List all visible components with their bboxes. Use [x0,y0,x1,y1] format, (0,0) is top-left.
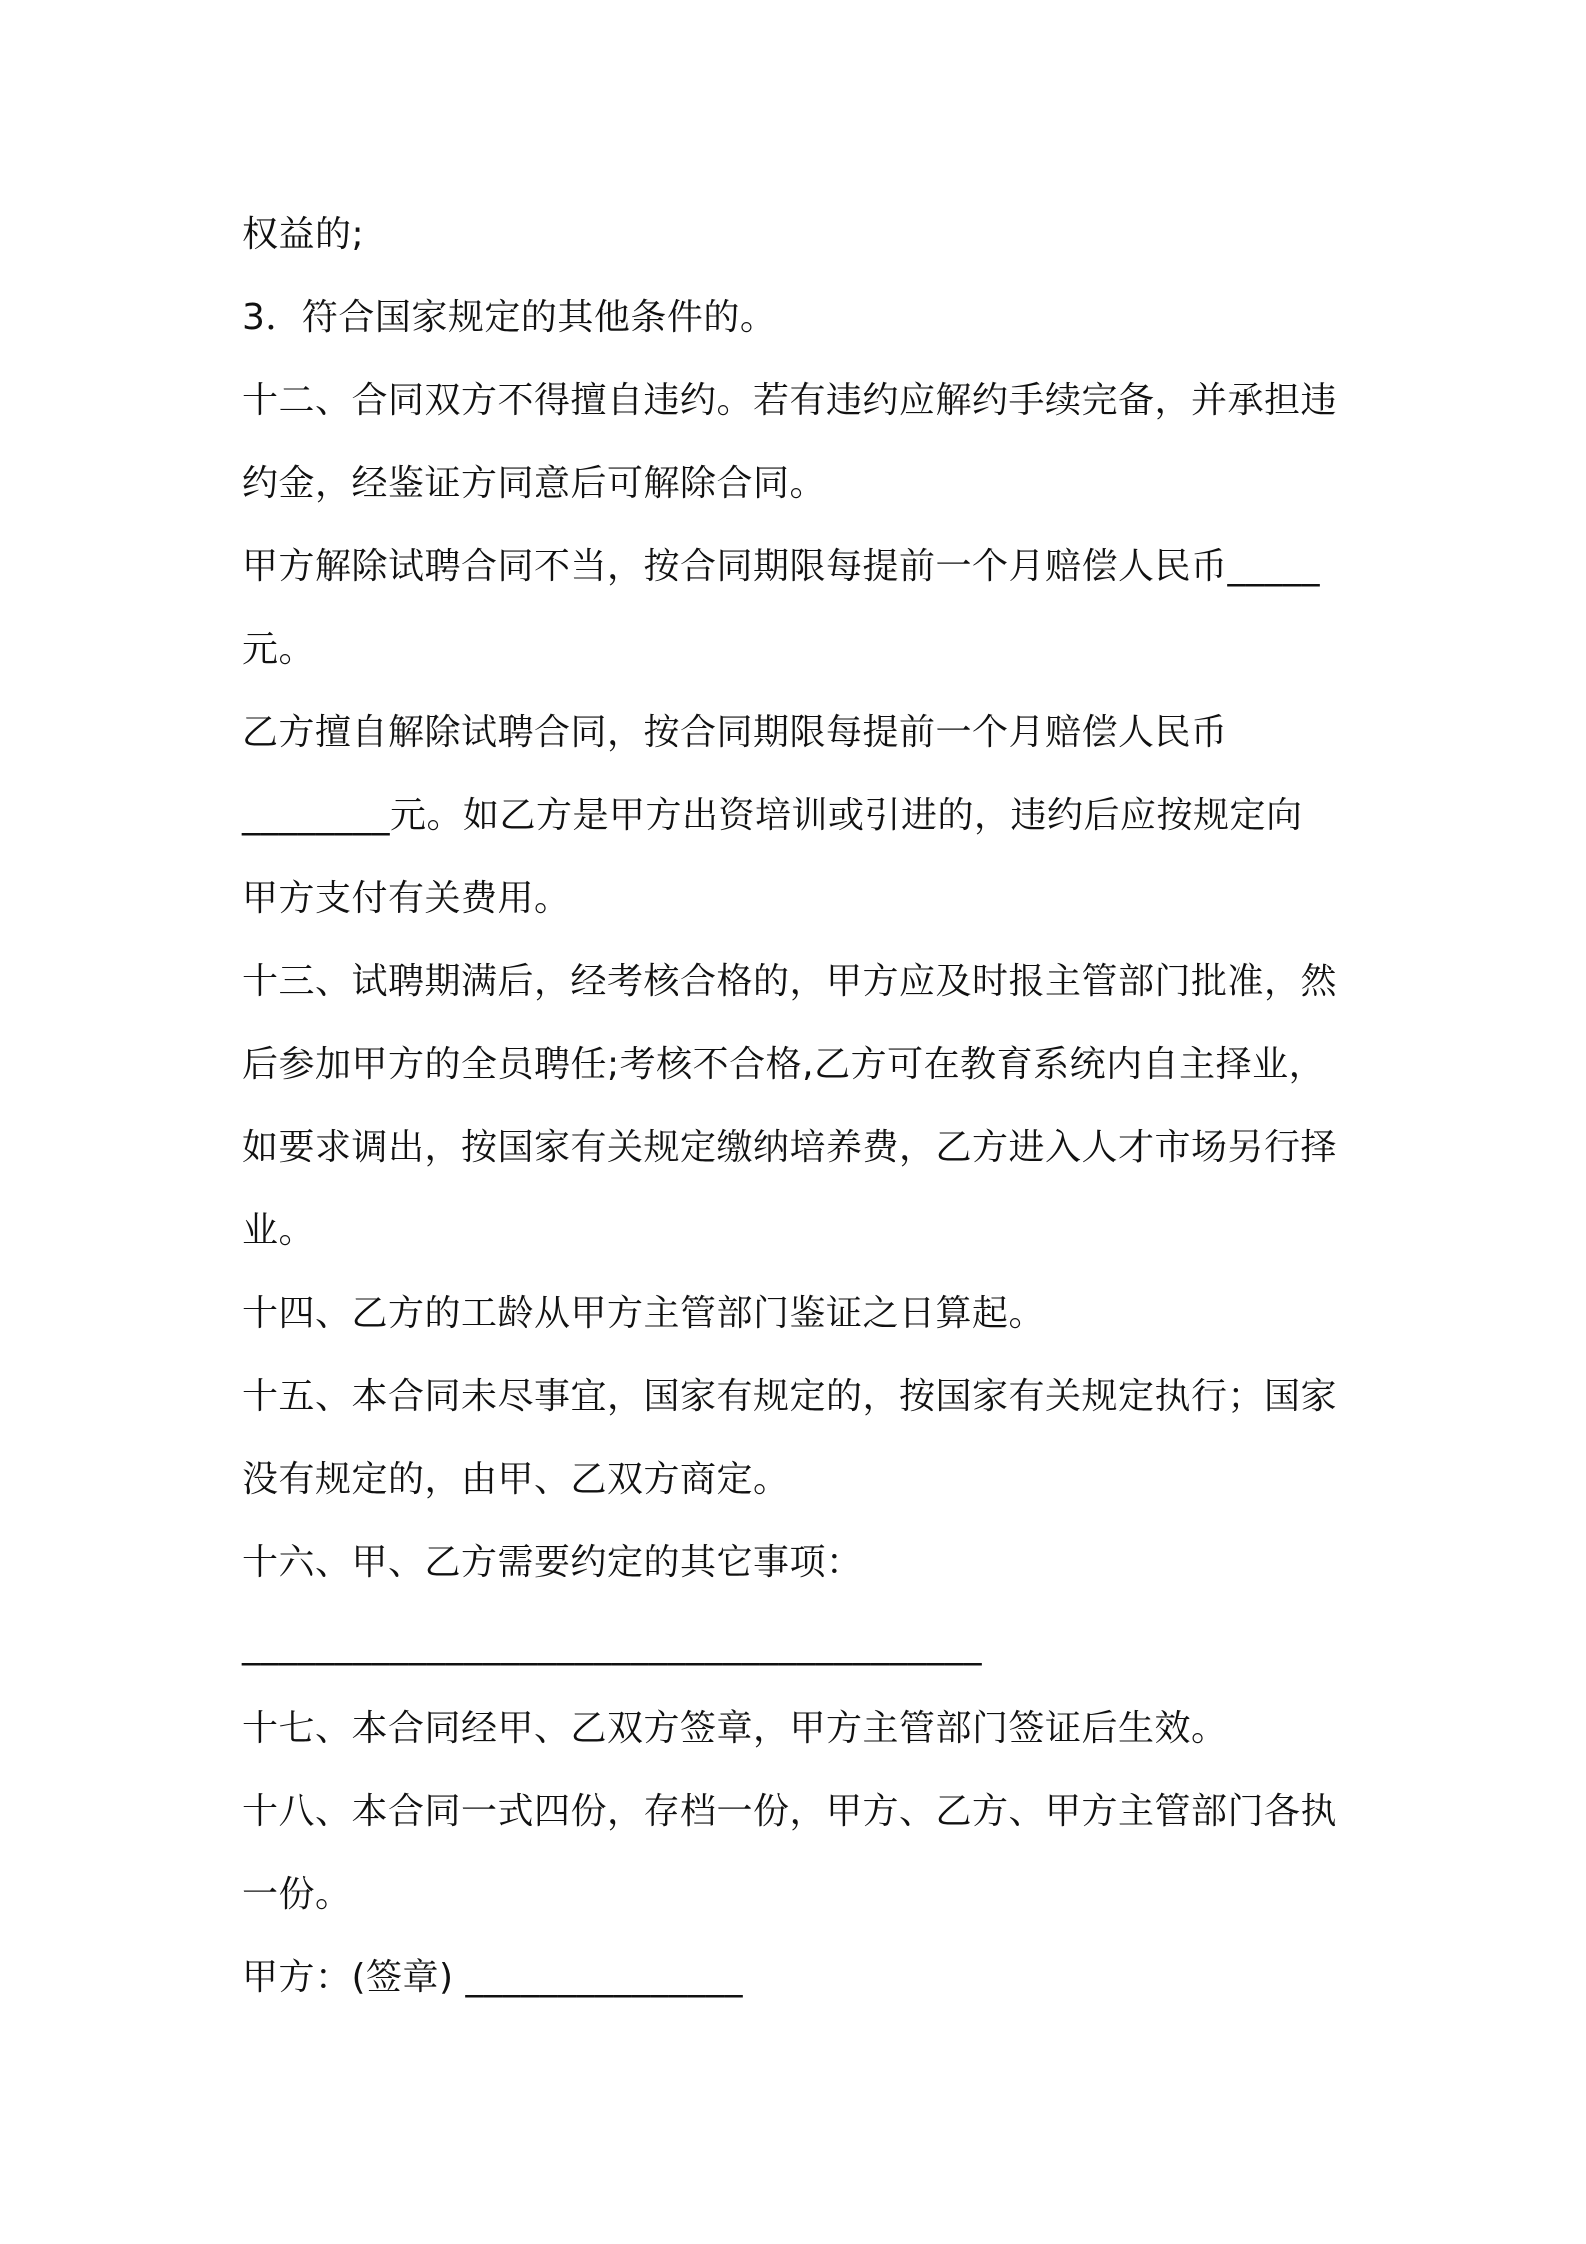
text-line: 十六、甲、乙方需要约定的其它事项： [242,1542,863,1583]
text-line: 乙方擅自解除试聘合同，按合同期限每提前一个月赔偿人民币 [242,712,1228,753]
text-line: 元。 [242,629,316,670]
text-line: 十八、本合同一式四份，存档一份，甲方、乙方、甲方主管部门各执 [242,1791,1338,1832]
text-line: 一份。 [242,1874,352,1915]
text-line: 权益的; [242,214,365,255]
text-line: ________元。如乙方是甲方出资培训或引进的，违约后应按规定向 [242,795,1303,836]
text-line: 3．符合国家规定的其他条件的。 [242,297,777,338]
blank-fill-line: ________________________________________ [242,1625,982,1666]
text-line: 甲方解除试聘合同不当，按合同期限每提前一个月赔偿人民币_____ [242,546,1321,587]
text-line: 后参加甲方的全员聘任;考核不合格,乙方可在教育系统内自主择业， [242,1044,1326,1085]
text-line: 没有规定的，由甲、乙双方商定。 [242,1459,790,1500]
text-line: 十五、本合同未尽事宜，国家有规定的，按国家有关规定执行；国家 [242,1376,1338,1417]
text-line: 业。 [242,1210,316,1251]
text-line: 约金，经鉴证方同意后可解除合同。 [242,463,827,504]
signature-line: 甲方：(签章) _______________ [242,1957,744,1998]
text-line: 甲方支付有关费用。 [242,878,571,919]
text-line: 十七、本合同经甲、乙双方签章，甲方主管部门签证后生效。 [242,1708,1228,1749]
text-line: 如要求调出，按国家有关规定缴纳培养费，乙方进入人才市场另行择 [242,1127,1338,1168]
text-line: 十四、乙方的工龄从甲方主管部门鉴证之日算起。 [242,1293,1046,1334]
text-line: 十二、合同双方不得擅自违约。若有违约应解约手续完备，并承担违 [242,380,1338,421]
text-line: 十三、试聘期满后，经考核合格的，甲方应及时报主管部门批准，然 [242,961,1338,1002]
document-body [242,193,1372,2019]
